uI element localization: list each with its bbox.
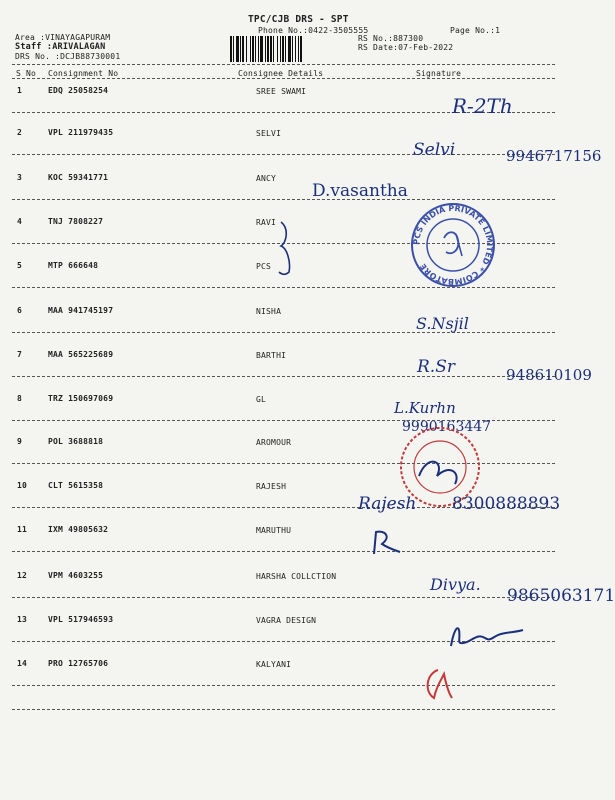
- signature-row-3: D.vasantha: [312, 181, 408, 201]
- row-divider: [12, 376, 555, 377]
- column-consignee: Consignee Details: [238, 69, 324, 78]
- row-consignment-number: CLT 5615358: [48, 481, 104, 490]
- barcode-bar: [298, 36, 299, 62]
- row-sno: 6: [17, 306, 23, 315]
- row-consignment-number: MTP 666648: [48, 261, 99, 270]
- barcode-bar: [236, 36, 239, 62]
- row-divider: [12, 685, 555, 686]
- row-consignment-number: TRZ 150697069: [48, 394, 114, 403]
- row-sno: 7: [17, 350, 23, 359]
- signature-row-14: [418, 664, 458, 704]
- footer-rule: [12, 709, 555, 710]
- row-consignment-number: TNJ 7808227: [48, 217, 104, 226]
- row-sno: 9: [17, 437, 23, 446]
- signature-row-10: Rajesh: [358, 494, 417, 514]
- row-consignment-number: VPL 211979435: [48, 128, 114, 137]
- signature-row-1: R-2Th: [452, 94, 513, 118]
- barcode: [228, 36, 352, 62]
- row-sno: 5: [17, 261, 23, 270]
- barcode-bar: [292, 36, 293, 62]
- row-consignee-name: SELVI: [256, 129, 282, 138]
- barcode-bar: [252, 36, 254, 62]
- barcode-bar: [230, 36, 232, 62]
- barcode-bar: [240, 36, 241, 62]
- row-divider: [12, 551, 555, 552]
- staff-label: Staff :ARIVALAGAN: [15, 42, 106, 52]
- header-rule-top: [12, 64, 555, 65]
- barcode-bar: [246, 36, 247, 62]
- row-consignee-name: MARUTHU: [256, 526, 292, 535]
- row-consignment-number: IXM 49805632: [48, 525, 109, 534]
- barcode-bar: [270, 36, 272, 62]
- barcode-bar: [265, 36, 266, 62]
- row-consignment-number: KOC 59341771: [48, 173, 109, 182]
- barcode-bar: [242, 36, 244, 62]
- barcode-bar: [233, 36, 234, 62]
- row-consignee-name: SREE SWAMI: [256, 87, 307, 96]
- row-consignee-name: HARSHA COLLCTION: [256, 572, 337, 581]
- column-signature: Signature: [416, 69, 462, 78]
- phone-row-8: 9990163447: [402, 419, 492, 435]
- signature-row-6: S.Nsjil: [416, 314, 469, 333]
- row-sno: 3: [17, 173, 23, 182]
- signature-row-12: Divya.: [430, 575, 481, 594]
- signature-row-4-5: [275, 218, 305, 280]
- page-number: Page No.:1: [450, 26, 501, 35]
- row-divider: [12, 597, 555, 598]
- row-sno: 8: [17, 394, 23, 403]
- barcode-bar: [288, 36, 291, 62]
- column-consignment: Consignment No: [48, 69, 119, 78]
- barcode-bar: [260, 36, 263, 62]
- barcode-bar: [267, 36, 269, 62]
- sheet-title: TPC/CJB DRS - SPT: [248, 14, 349, 25]
- signature-row-11: [366, 528, 402, 558]
- row-consignee-name: KALYANI: [256, 660, 292, 669]
- row-consignment-number: MAA 941745197: [48, 306, 114, 315]
- signature-row-8: L.Kurhn: [394, 399, 456, 417]
- barcode-bar: [250, 36, 251, 62]
- barcode-bar: [285, 36, 286, 62]
- barcode-bar: [258, 36, 259, 62]
- phone-number: Phone No.:0422-3505555: [258, 26, 369, 35]
- row-sno: 13: [17, 615, 28, 624]
- row-sno: 4: [17, 217, 23, 226]
- row-sno: 10: [17, 481, 28, 490]
- row-sno: 2: [17, 128, 23, 137]
- row-divider: [12, 332, 555, 333]
- column-sno: S No: [16, 69, 37, 78]
- rs-date: RS Date:07-Feb-2022: [358, 43, 454, 52]
- barcode-bar: [295, 36, 296, 62]
- row-consignee-name: RAJESH: [256, 482, 287, 491]
- signature-row-2: Selvi: [413, 140, 456, 160]
- row-consignee-name: GL: [256, 395, 267, 404]
- area-label: Area :VINAYAGAPURAM: [15, 33, 111, 42]
- row-sno: 1: [17, 86, 23, 95]
- row-divider: [12, 154, 555, 155]
- row-consignee-name: AROMOUR: [256, 438, 292, 447]
- signature-row-7: R.Sr: [417, 357, 455, 377]
- barcode-bar: [277, 36, 278, 62]
- row-consignment-number: EDQ 25058254: [48, 86, 109, 95]
- barcode-bar: [273, 36, 274, 62]
- row-sno: 11: [17, 525, 28, 534]
- row-consignment-number: MAA 565225689: [48, 350, 114, 359]
- row-consignment-number: POL 3688818: [48, 437, 104, 446]
- signature-row-13: [445, 620, 525, 650]
- row-consignee-name: VAGRA DESIGN: [256, 616, 317, 625]
- stamp-text: PCS INDIA PRIVATE LIMITED * COIMBATORE: [411, 203, 495, 287]
- barcode-bar: [280, 36, 281, 62]
- header-rule-bottom: [12, 78, 555, 79]
- row-consignment-number: VPM 4603255: [48, 571, 104, 580]
- row-consignee-name: BARTHI: [256, 351, 287, 360]
- barcode-bar: [255, 36, 256, 62]
- phone-row-7: 948610109: [506, 366, 592, 384]
- row-consignee-name: PCS: [256, 262, 272, 271]
- barcode-bar: [282, 36, 284, 62]
- row-consignee-name: RAVI: [256, 218, 277, 227]
- phone-row-10: 8300888893: [452, 494, 561, 514]
- row-consignee-name: NISHA: [256, 307, 282, 316]
- barcode-bar: [300, 36, 302, 62]
- phone-row-2: 9946717156: [506, 147, 602, 165]
- row-sno: 14: [17, 659, 28, 668]
- svg-text:PCS INDIA PRIVATE LIMITED * CO: [412, 204, 494, 286]
- row-consignee-name: ANCY: [256, 174, 277, 183]
- row-sno: 12: [17, 571, 28, 580]
- row-consignment-number: PRO 12765706: [48, 659, 109, 668]
- row-consignment-number: VPL 517946593: [48, 615, 114, 624]
- company-stamp: [408, 200, 498, 290]
- phone-row-12: 9865063171: [507, 586, 615, 606]
- rs-number: RS No.:887300: [358, 34, 424, 43]
- drs-number: DRS No. :DCJB88730001: [15, 52, 121, 61]
